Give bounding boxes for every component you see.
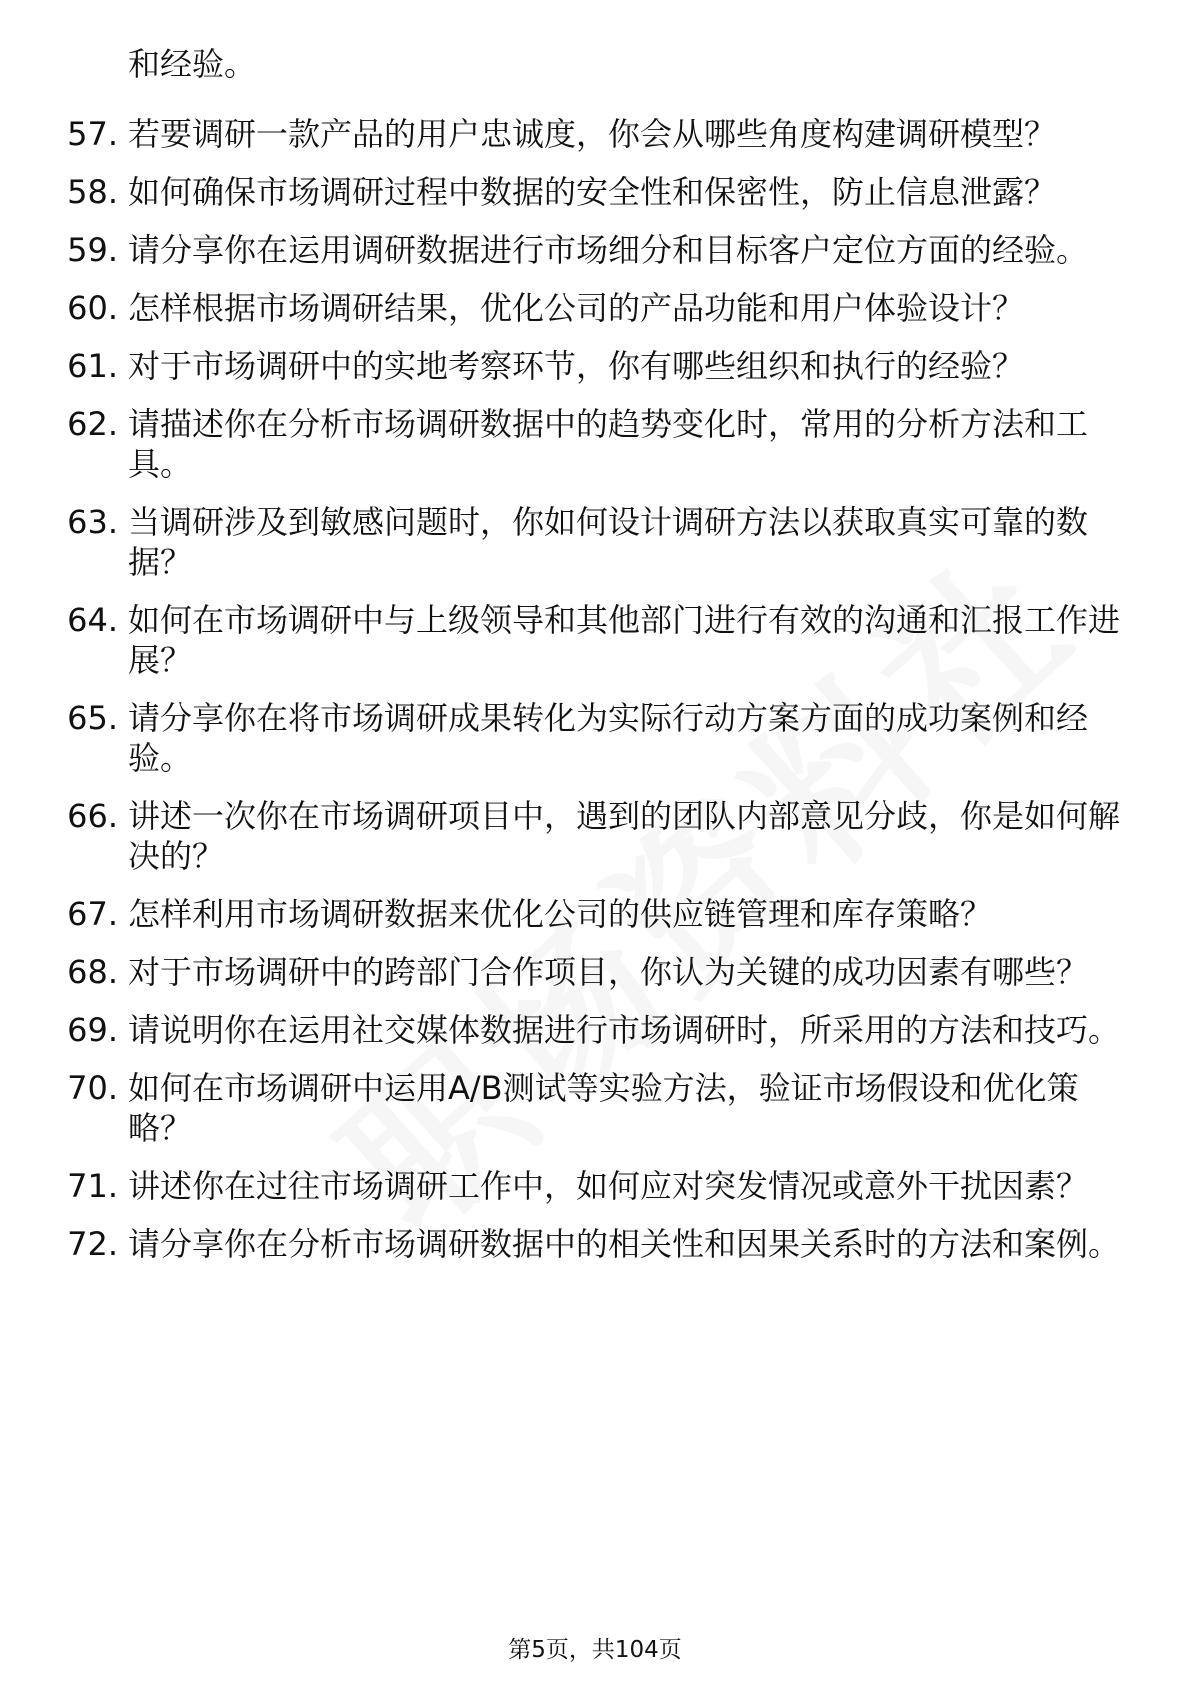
- question-item: [0, 502, 1190, 582]
- question-text: 当调研涉及到敏感问题时，你如何设计调研方法以获取真实可靠的数据？: [128, 503, 1089, 581]
- question-number: 66.: [67, 797, 118, 835]
- question-text: 怎样利用市场调研数据来优化公司的供应链管理和库存策略？: [128, 895, 993, 933]
- question-text: 怎样根据市场调研结果，优化公司的产品功能和用户体验设计？: [128, 289, 1025, 327]
- question-number: 59.: [67, 231, 118, 269]
- question-text: 请描述你在分析市场调研数据中的趋势变化时，常用的分析方法和工具。: [128, 405, 1089, 483]
- question-text: 对于市场调研中的实地考察环节，你有哪些组织和执行的经验？: [128, 347, 1025, 385]
- question-text: 请分享你在运用调研数据进行市场细分和目标客户定位方面的经验。: [128, 231, 1089, 269]
- question-text: 如何确保市场调研过程中数据的安全性和保密性，防止信息泄露？: [128, 173, 1057, 211]
- question-number: 57.: [67, 115, 118, 153]
- question-number: 67.: [67, 895, 118, 933]
- question-number: 64.: [67, 601, 118, 639]
- question-text: 请分享你在将市场调研成果转化为实际行动方案方面的成功案例和经验。: [128, 699, 1089, 777]
- question-item: [0, 894, 1190, 934]
- question-item: [0, 1010, 1190, 1050]
- question-text: 如何在市场调研中运用A/B测试等实验方法，验证市场假设和优化策略？: [128, 1069, 1079, 1147]
- question-item: [0, 404, 1190, 484]
- question-number: 58.: [67, 173, 118, 211]
- question-number: 68.: [67, 953, 118, 991]
- question-item: [0, 952, 1190, 992]
- question-item: [0, 288, 1190, 328]
- question-item: [0, 114, 1190, 154]
- question-item: [0, 600, 1190, 680]
- question-number: 71.: [67, 1167, 118, 1205]
- question-item: [0, 1224, 1190, 1264]
- question-number: 61.: [67, 347, 118, 385]
- question-number: 65.: [67, 699, 118, 737]
- question-text: 请说明你在运用社交媒体数据进行市场调研时，所采用的方法和技巧。: [128, 1011, 1121, 1049]
- question-list: [0, 114, 1190, 1282]
- question-number: 72.: [67, 1225, 118, 1263]
- question-item: [0, 796, 1190, 876]
- question-text: 讲述一次你在市场调研项目中，遇到的团队内部意见分歧，你是如何解决的？: [128, 797, 1121, 875]
- question-item: [0, 698, 1190, 778]
- question-item: [0, 1166, 1190, 1206]
- question-item: [0, 346, 1190, 386]
- page-footer: 第5页，共104页: [508, 1637, 682, 1663]
- question-number: 70.: [67, 1069, 118, 1107]
- question-text: 请分享你在分析市场调研数据中的相关性和因果关系时的方法和案例。: [128, 1225, 1121, 1263]
- question-text: 如何在市场调研中与上级领导和其他部门进行有效的沟通和汇报工作进展？: [128, 601, 1121, 679]
- question-item: [0, 230, 1190, 270]
- question-text: 若要调研一款产品的用户忠诚度，你会从哪些角度构建调研模型？: [128, 115, 1057, 153]
- question-number: 69.: [67, 1011, 118, 1049]
- question-number: 63.: [67, 503, 118, 541]
- question-number: 62.: [67, 405, 118, 443]
- question-item: [0, 1068, 1190, 1148]
- previous-question-continuation: 和经验。: [128, 45, 257, 83]
- question-number: 60.: [67, 289, 118, 327]
- question-text: 对于市场调研中的跨部门合作项目，你认为关键的成功因素有哪些？: [128, 953, 1089, 991]
- question-text: 讲述你在过往市场调研工作中，如何应对突发情况或意外干扰因素？: [128, 1167, 1089, 1205]
- question-item: [0, 172, 1190, 212]
